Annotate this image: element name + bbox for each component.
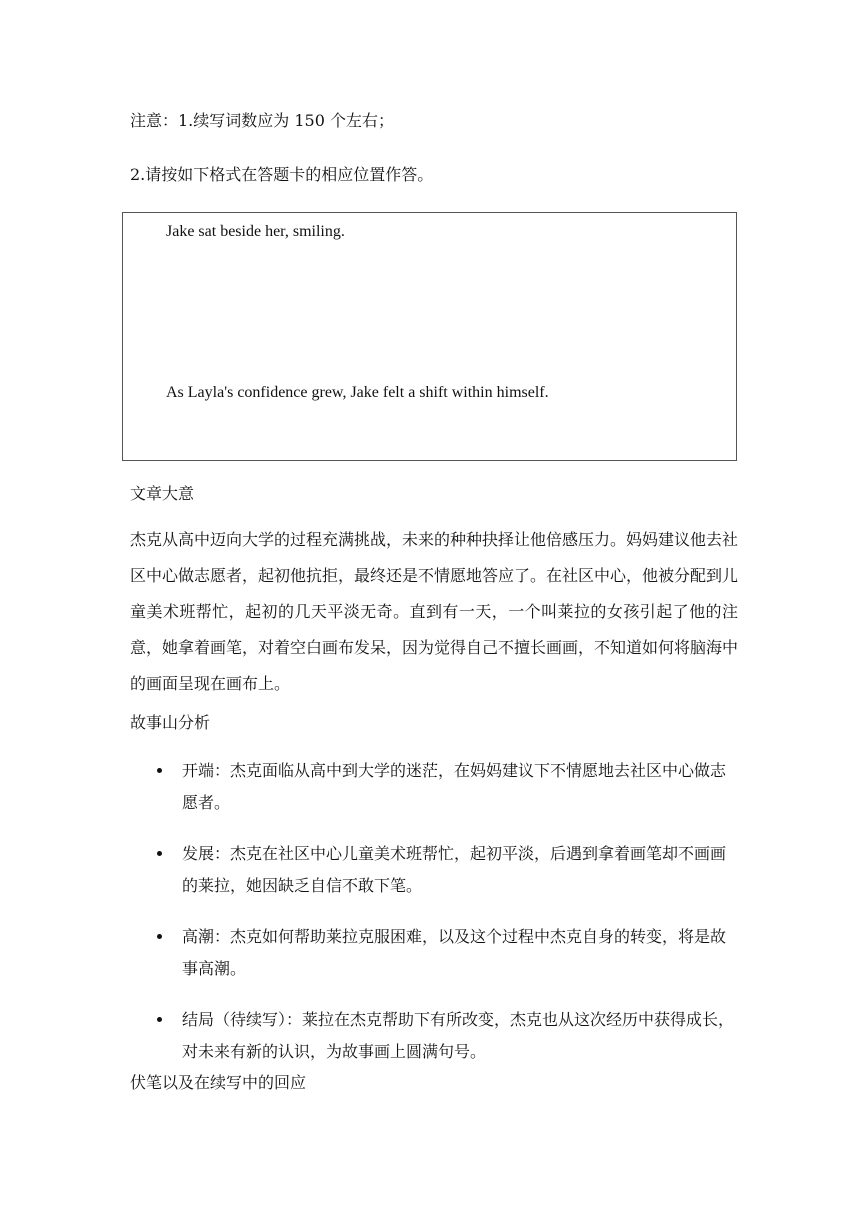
bullet-icon — [157, 934, 162, 939]
list-item — [130, 838, 740, 902]
list-item — [130, 1004, 740, 1068]
summary-paragraph: 杰克从高中迈向大学的过程充满挑战，未来的种种抉择让他倍感压力。妈妈建议他去社区中心做志愿者，起初他抗拒，最终还是不情愿地答应了。在社区中心，他被分配到儿童美术班帮忙，起初的几天平淡无奇。直到有一天，一个叫莱拉的女孩引起了他的注意，她拿着画笔，对着空白画布发呆，因为觉得自己不擅长画画，不知道如何将脑海中的画面呈现在画布上。 — [130, 530, 739, 693]
bullet-icon — [157, 851, 162, 856]
list-item-text: 结局（待续写）：莱拉在杰克帮助下有所改变，杰克也从这次经历中获得成长，对未来有新的认识，为故事画上圆满句号。 — [182, 1010, 735, 1061]
bullet-icon — [157, 768, 162, 773]
story-mountain-list — [130, 755, 740, 1087]
note-word-count: 注意：1.续写词数应为 150 个左右； — [130, 111, 394, 130]
list-item — [130, 755, 740, 819]
answer-box — [122, 212, 737, 461]
foreshadow-heading: 伏笔以及在续写中的回应 — [130, 1073, 307, 1092]
list-item — [130, 921, 740, 985]
list-item-text: 开端：杰克面临从高中到大学的迷茫，在妈妈建议下不情愿地去社区中心做志愿者。 — [182, 761, 727, 812]
note-format: 2.请按如下格式在答题卡的相应位置作答。 — [130, 165, 434, 184]
summary-heading: 文章大意 — [130, 484, 195, 503]
story-mountain-heading: 故事山分析 — [130, 713, 211, 732]
list-item-text: 发展：杰克在社区中心儿童美术班帮忙，起初平淡，后遇到拿着画笔却不画画的莱拉，她因缺乏自信不敢下笔。 — [182, 844, 727, 895]
bullet-icon — [157, 1017, 162, 1022]
paragraph1-opening: Jake sat beside her, smiling. — [166, 223, 345, 240]
paragraph2-opening: As Layla's confidence grew, Jake felt a shift within himself. — [166, 384, 549, 401]
list-item-text: 高潮：杰克如何帮助莱拉克服困难，以及这个过程中杰克自身的转变，将是故事高潮。 — [182, 927, 727, 978]
